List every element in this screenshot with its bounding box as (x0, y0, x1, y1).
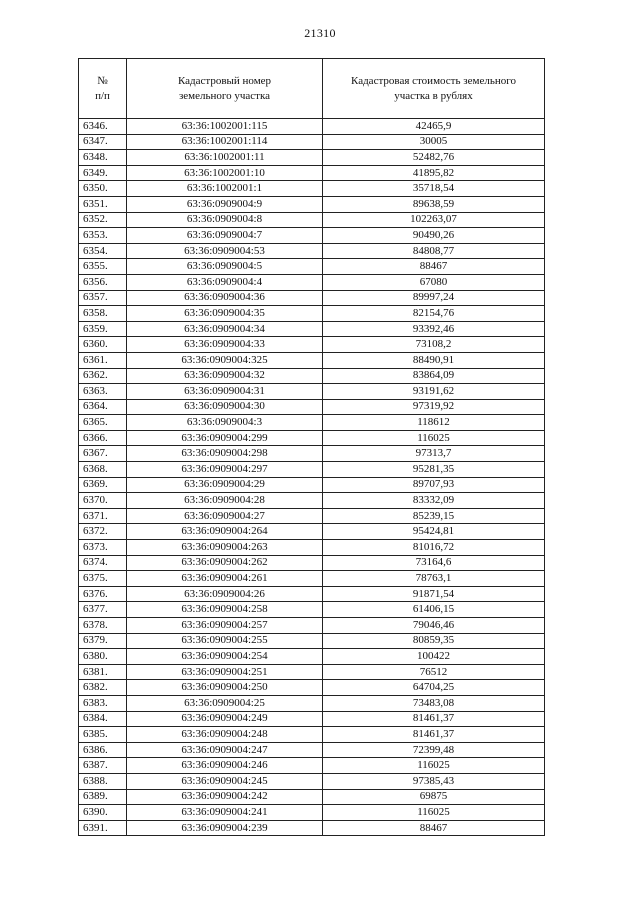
header-number (79, 59, 127, 119)
table-row (79, 337, 545, 353)
table-row (79, 243, 545, 259)
table-row (79, 119, 545, 135)
table-row (79, 571, 545, 587)
cadastral-cost: 81016,72 (323, 540, 545, 556)
cadastral-cost: 116025 (323, 805, 545, 821)
cadastral-number: 63:36:0909004:27 (127, 508, 323, 524)
cadastral-number: 63:36:0909004:258 (127, 602, 323, 618)
header-number-line: п/п (95, 89, 110, 102)
table-row (79, 430, 545, 446)
cadastral-number: 63:36:0909004:8 (127, 212, 323, 228)
table-row (79, 165, 545, 181)
header-cadastral-number (127, 59, 323, 119)
table-row (79, 633, 545, 649)
table-row (79, 758, 545, 774)
cadastral-number: 63:36:1002001:1 (127, 181, 323, 197)
cadastral-cost: 90490,26 (323, 228, 545, 244)
cadastral-cost: 89638,59 (323, 196, 545, 212)
table-row (79, 384, 545, 400)
row-number: 6387. (79, 758, 127, 774)
cadastral-cost: 95424,81 (323, 524, 545, 540)
cadastral-number: 63:36:0909004:246 (127, 758, 323, 774)
row-number: 6380. (79, 649, 127, 665)
cadastral-number: 63:36:0909004:35 (127, 306, 323, 322)
row-number: 6376. (79, 586, 127, 602)
row-number: 6370. (79, 493, 127, 509)
cadastral-cost: 88490,91 (323, 352, 545, 368)
row-number: 6378. (79, 618, 127, 634)
table-row (79, 290, 545, 306)
cadastral-number: 63:36:0909004:249 (127, 711, 323, 727)
cadastral-cost: 42465,9 (323, 119, 545, 135)
row-number: 6355. (79, 259, 127, 275)
cadastral-number: 63:36:0909004:26 (127, 586, 323, 602)
table-row (79, 259, 545, 275)
table-row (79, 399, 545, 415)
cadastral-cost: 88467 (323, 259, 545, 275)
table-row (79, 540, 545, 556)
header-cadastral-cost (323, 59, 545, 119)
cadastral-number: 63:36:1002001:10 (127, 165, 323, 181)
table-row (79, 586, 545, 602)
cadastral-cost: 97385,43 (323, 773, 545, 789)
cadastral-cost: 88467 (323, 820, 545, 836)
cadastral-number: 63:36:1002001:114 (127, 134, 323, 150)
cadastral-cost: 35718,54 (323, 181, 545, 197)
cadastral-number: 63:36:0909004:297 (127, 462, 323, 478)
row-number: 6372. (79, 524, 127, 540)
cadastral-number: 63:36:0909004:325 (127, 352, 323, 368)
row-number: 6360. (79, 337, 127, 353)
table-row (79, 618, 545, 634)
table-row (79, 446, 545, 462)
cadastral-cost: 52482,76 (323, 150, 545, 166)
cadastral-number: 63:36:0909004:257 (127, 618, 323, 634)
cadastral-number: 63:36:0909004:5 (127, 259, 323, 275)
cadastral-cost: 84808,77 (323, 243, 545, 259)
row-number: 6367. (79, 446, 127, 462)
cadastral-number: 63:36:0909004:264 (127, 524, 323, 540)
table-row (79, 649, 545, 665)
table-row (79, 680, 545, 696)
cadastral-cost: 69875 (323, 789, 545, 805)
table-row (79, 181, 545, 197)
row-number: 6366. (79, 430, 127, 446)
cadastral-cost: 116025 (323, 758, 545, 774)
cadastral-cost: 89707,93 (323, 477, 545, 493)
row-number: 6389. (79, 789, 127, 805)
cadastral-number: 63:36:0909004:247 (127, 742, 323, 758)
cadastral-cost: 116025 (323, 430, 545, 446)
cadastral-cost: 82154,76 (323, 306, 545, 322)
cadastral-cost: 93392,46 (323, 321, 545, 337)
cadastral-number: 63:36:0909004:245 (127, 773, 323, 789)
cadastral-cost: 64704,25 (323, 680, 545, 696)
row-number: 6373. (79, 540, 127, 556)
row-number: 6357. (79, 290, 127, 306)
cadastral-number: 63:36:0909004:9 (127, 196, 323, 212)
cadastral-cost: 73108,2 (323, 337, 545, 353)
cadastral-cost: 83332,09 (323, 493, 545, 509)
cadastral-number: 63:36:0909004:25 (127, 695, 323, 711)
row-number: 6352. (79, 212, 127, 228)
cadastral-number: 63:36:0909004:30 (127, 399, 323, 415)
cadastral-cost: 89997,24 (323, 290, 545, 306)
row-number: 6371. (79, 508, 127, 524)
row-number: 6368. (79, 462, 127, 478)
table-row (79, 352, 545, 368)
cadastral-cost: 67080 (323, 274, 545, 290)
table-row (79, 602, 545, 618)
row-number: 6365. (79, 415, 127, 431)
cadastral-number: 63:36:0909004:34 (127, 321, 323, 337)
table-row (79, 711, 545, 727)
cadastral-cost: 95281,35 (323, 462, 545, 478)
cadastral-number: 63:36:0909004:29 (127, 477, 323, 493)
cadastral-number: 63:36:0909004:299 (127, 430, 323, 446)
cadastral-number: 63:36:0909004:3 (127, 415, 323, 431)
row-number: 6361. (79, 352, 127, 368)
row-number: 6369. (79, 477, 127, 493)
row-number: 6391. (79, 820, 127, 836)
cadastral-number: 63:36:0909004:36 (127, 290, 323, 306)
table-row (79, 727, 545, 743)
row-number: 6351. (79, 196, 127, 212)
row-number: 6358. (79, 306, 127, 322)
table-row (79, 415, 545, 431)
cadastral-number: 63:36:0909004:263 (127, 540, 323, 556)
row-number: 6388. (79, 773, 127, 789)
row-number: 6385. (79, 727, 127, 743)
cadastral-cost: 72399,48 (323, 742, 545, 758)
cadastral-number: 63:36:0909004:262 (127, 555, 323, 571)
table-row (79, 820, 545, 836)
row-number: 6375. (79, 571, 127, 587)
table-row (79, 555, 545, 571)
table-row (79, 212, 545, 228)
row-number: 6374. (79, 555, 127, 571)
cadastral-cost: 81461,37 (323, 727, 545, 743)
table-row (79, 664, 545, 680)
table-row (79, 368, 545, 384)
cadastral-number: 63:36:0909004:251 (127, 664, 323, 680)
row-number: 6362. (79, 368, 127, 384)
header-cadastral-line: земельного участка (178, 89, 271, 102)
cadastral-cost: 93191,62 (323, 384, 545, 400)
row-number: 6354. (79, 243, 127, 259)
row-number: 6377. (79, 602, 127, 618)
cadastral-cost: 30005 (323, 134, 545, 150)
table-row (79, 695, 545, 711)
cadastral-number: 63:36:0909004:250 (127, 680, 323, 696)
row-number: 6384. (79, 711, 127, 727)
table-row (79, 477, 545, 493)
row-number: 6350. (79, 181, 127, 197)
table-header-row (79, 59, 545, 119)
table-row (79, 321, 545, 337)
row-number: 6359. (79, 321, 127, 337)
cadastral-number: 63:36:0909004:31 (127, 384, 323, 400)
row-number: 6353. (79, 228, 127, 244)
row-number: 6364. (79, 399, 127, 415)
cadastral-cost: 83864,09 (323, 368, 545, 384)
cadastral-number: 63:36:0909004:255 (127, 633, 323, 649)
cadastral-cost: 81461,37 (323, 711, 545, 727)
table-row (79, 462, 545, 478)
row-number: 6349. (79, 165, 127, 181)
header-cost-line: Кадастровая стоимость земельного (351, 74, 516, 87)
cadastral-cost: 76512 (323, 664, 545, 680)
cadastral-cost: 73164,6 (323, 555, 545, 571)
cadastral-number: 63:36:0909004:33 (127, 337, 323, 353)
cadastral-number: 63:36:1002001:11 (127, 150, 323, 166)
cadastral-cost: 78763,1 (323, 571, 545, 587)
row-number: 6382. (79, 680, 127, 696)
table-row (79, 134, 545, 150)
table-row (79, 773, 545, 789)
row-number: 6348. (79, 150, 127, 166)
row-number: 6381. (79, 664, 127, 680)
header-cadastral-line: Кадастровый номер (177, 74, 272, 87)
cadastral-cost: 97313,7 (323, 446, 545, 462)
table-row (79, 789, 545, 805)
cadastral-number: 63:36:0909004:7 (127, 228, 323, 244)
table-row (79, 742, 545, 758)
header-number-line: № (97, 74, 108, 87)
cadastral-number: 63:36:0909004:28 (127, 493, 323, 509)
table-row (79, 228, 545, 244)
table-row (79, 306, 545, 322)
row-number: 6383. (79, 695, 127, 711)
table-row (79, 150, 545, 166)
cadastral-cost: 85239,15 (323, 508, 545, 524)
table-body (79, 119, 545, 836)
table-row (79, 196, 545, 212)
cadastral-number: 63:36:0909004:254 (127, 649, 323, 665)
cadastral-number: 63:36:0909004:4 (127, 274, 323, 290)
row-number: 6346. (79, 119, 127, 135)
cadastral-number: 63:36:0909004:239 (127, 820, 323, 836)
cadastral-cost: 41895,82 (323, 165, 545, 181)
cadastral-number: 63:36:0909004:53 (127, 243, 323, 259)
row-number: 6356. (79, 274, 127, 290)
table-row (79, 524, 545, 540)
cadastral-cost: 91871,54 (323, 586, 545, 602)
table-row (79, 508, 545, 524)
row-number: 6363. (79, 384, 127, 400)
table-row (79, 805, 545, 821)
cadastral-number: 63:36:0909004:32 (127, 368, 323, 384)
cadastral-cost: 73483,08 (323, 695, 545, 711)
row-number: 6347. (79, 134, 127, 150)
cadastral-number: 63:36:0909004:241 (127, 805, 323, 821)
cadastral-cost: 97319,92 (323, 399, 545, 415)
page-number: 21310 (304, 26, 336, 40)
land-plots-table (78, 58, 545, 836)
cadastral-number: 63:36:0909004:298 (127, 446, 323, 462)
cadastral-cost: 102263,07 (323, 212, 545, 228)
cadastral-number: 63:36:0909004:261 (127, 571, 323, 587)
cadastral-cost: 79046,46 (323, 618, 545, 634)
cadastral-cost: 118612 (323, 415, 545, 431)
cadastral-number: 63:36:0909004:242 (127, 789, 323, 805)
cadastral-cost: 100422 (323, 649, 545, 665)
table-row (79, 274, 545, 290)
cadastral-number: 63:36:1002001:115 (127, 119, 323, 135)
row-number: 6390. (79, 805, 127, 821)
row-number: 6386. (79, 742, 127, 758)
row-number: 6379. (79, 633, 127, 649)
table-row (79, 493, 545, 509)
cadastral-cost: 61406,15 (323, 602, 545, 618)
cadastral-cost: 80859,35 (323, 633, 545, 649)
header-cost-line: участка в рублях (394, 89, 473, 102)
cadastral-number: 63:36:0909004:248 (127, 727, 323, 743)
